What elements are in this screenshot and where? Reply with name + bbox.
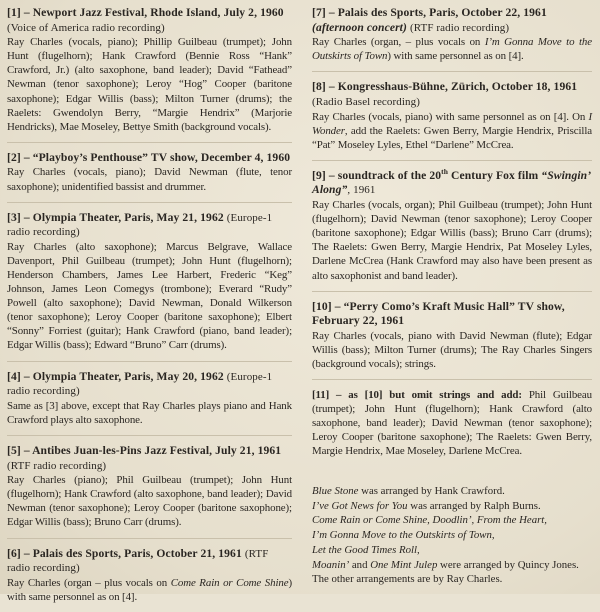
recording-entry-2	[7, 142, 292, 194]
recording-entry-11	[312, 379, 592, 458]
recording-entry-8	[312, 71, 592, 151]
entry-personnel: Ray Charles (organ, – plus vocals on I’m Gonna Move to the Outskirts of Town) with same personnel as on [4].	[312, 36, 592, 63]
entry-personnel: Ray Charles (alto saxophone); Marcus Belgrave, Wallace Davenport, Phil Guilbeau (trumpet); John Hunt (flugelhorn); Henderson Chambers, James Lee Harbert, Frederic “Keg” Johnson, James Leon Comegys (trombone); Everard “Rudy” Powell (alto saxophone); David Newman, Donald Wilkerson (tenor saxophone); Leroy Cooper (baritone saxophone); Elbert “Sonny” Forriest (guitar); Hank Crawford (piano, band leader); Edgar Willis (bass); Edward “Bruno” Carr (drums).	[7, 240, 292, 352]
recording-entry-10	[312, 291, 592, 371]
entry-heading: [9] – soundtrack of the 20th Century Fox film “Swingin’ Along”, 1961	[312, 166, 591, 197]
entry-personnel: Ray Charles (piano); Phil Guilbeau (trumpet); John Hunt (flugelhorn); Hank Crawford (alto saxophone, band leader); David Newman (tenor saxophone); Leroy Cooper (baritone saxophone); Edgar Willis (bass); Bruno Carr (drums).	[7, 474, 292, 529]
entry-personnel: Ray Charles (organ – plus vocals on Come Rain or Come Shine) with same personnel as on [4].	[7, 576, 292, 603]
arrangement-line: I’m Gonna Move to the Outskirts of Town,	[312, 529, 495, 542]
arrangement-line: I’ve Got News for You was arranged by Ralph Burns.	[312, 499, 541, 512]
entry-personnel: [11] – as [10] but omit strings and add: Phil Guilbeau (trumpet); John Hunt (flugelhorn); Hank Crawford (alto saxophone, band leader); David Newman (tenor saxophone); Leroy Cooper (baritone saxophone); The Raelets: Gwen Berry, Margie Hendrix, Mae Moseley, Darlene McCrea.	[312, 389, 592, 458]
recording-entry-5	[7, 435, 292, 530]
arrangement-credits	[312, 484, 594, 587]
entry-heading: [10] – “Perry Como’s Kraft Music Hall” TV show, February 22, 1961	[312, 299, 565, 328]
recording-entry-1	[7, 6, 292, 134]
recording-entry-4	[7, 361, 292, 427]
entry-personnel: Ray Charles (vocals, piano); David Newman (flute, tenor saxophone); unidentified bassist and drummer.	[7, 166, 292, 193]
arrangement-line: Let the Good Times Roll,	[312, 543, 420, 556]
recording-entry-7	[312, 6, 592, 63]
entry-heading: [5] – Antibes Juan-les-Pins Jazz Festival, July 21, 1961 (RTF radio recording)	[7, 443, 282, 472]
entry-heading: [8] – Kongresshaus-Bühne, Zürich, October 18, 1961 (Radio Basel recording)	[312, 80, 578, 108]
arrangement-line: Moanin’ and One Mint Julep were arranged by Quincy Jones.	[312, 558, 579, 571]
right-column	[312, 6, 592, 467]
arrangement-line: The other arrangements are by Ray Charles.	[312, 573, 503, 586]
arrangement-line: Come Rain or Come Shine, Doodlin’, From the Heart,	[312, 514, 548, 527]
entry-personnel: Ray Charles (vocals, piano with David Newman (flute); Edgar Willis (bass); Milton Turner (drums); The Ray Charles Singers (background vocals); strings.	[312, 329, 592, 370]
entry-personnel: Same as [3] above, except that Ray Charles plays piano and Hank Crawford plays alto saxophone.	[7, 399, 292, 426]
recording-entry-9	[312, 160, 592, 283]
entry-personnel: Ray Charles (vocals, piano) with same personnel as on [4]. On I Wonder, add the Raelets: Gwen Berry, Margie Hendrix, Priscilla “Pat” Moseley Lyles, Ethel “Darlene” McCrea.	[312, 110, 592, 151]
arrangement-line: Blue Stone was arranged by Hank Crawford.	[312, 485, 505, 497]
entry-heading: [3] – Olympia Theater, Paris, May 21, 1962 (Europe-1 radio recording)	[7, 210, 273, 239]
left-column	[7, 6, 292, 612]
entry-heading: [2] – “Playboy’s Penthouse” TV show, December 4, 1960	[7, 150, 291, 164]
recording-entry-3	[7, 202, 292, 353]
entry-heading: [4] – Olympia Theater, Paris, May 20, 1962 (Europe-1 radio recording)	[7, 369, 273, 398]
entry-heading: [7] – Palais des Sports, Paris, October 22, 1961 (afternoon concert) (RTF radio recording)	[312, 6, 547, 34]
entry-personnel: Ray Charles (vocals, organ); Phil Guilbeau (trumpet); John Hunt (flugelhorn); David Newman (tenor saxophone); Leroy Cooper (baritone saxophone); Edgar Willis (bass); Bruno Carr (drums); The Raelets: Gwen Berry, Margie Hendrix, Pat Moseley Lyles, Darlene McCrea (Hank Crawford may also have been present as alto saxophonist and band leader).	[312, 199, 592, 282]
entry-personnel: Ray Charles (vocals, piano); Phillip Guilbeau (trumpet); John Hunt (flugelhorn); Hank Crawford (Bennie Ross “Hank” Crawford, Jr.) (alto saxophone, band leader); David “Fathead” Newman (tenor saxophone); Leroy “Hog” Cooper (baritone saxophone); Edgar Willis (bass); Milton Turner (drums); the Raelets: Gwendolyn Berry, “Margie Hendrix” (Marjorie Hendricks), Mae Moseley, Bettye Smith (background vocals).	[7, 36, 292, 133]
entry-heading: [1] – Newport Jazz Festival, Rhode Island, July 2, 1960 (Voice of America radio recording)	[7, 6, 284, 34]
entry-heading: [6] – Palais des Sports, Paris, October 21, 1961 (RTF radio recording)	[7, 546, 269, 575]
